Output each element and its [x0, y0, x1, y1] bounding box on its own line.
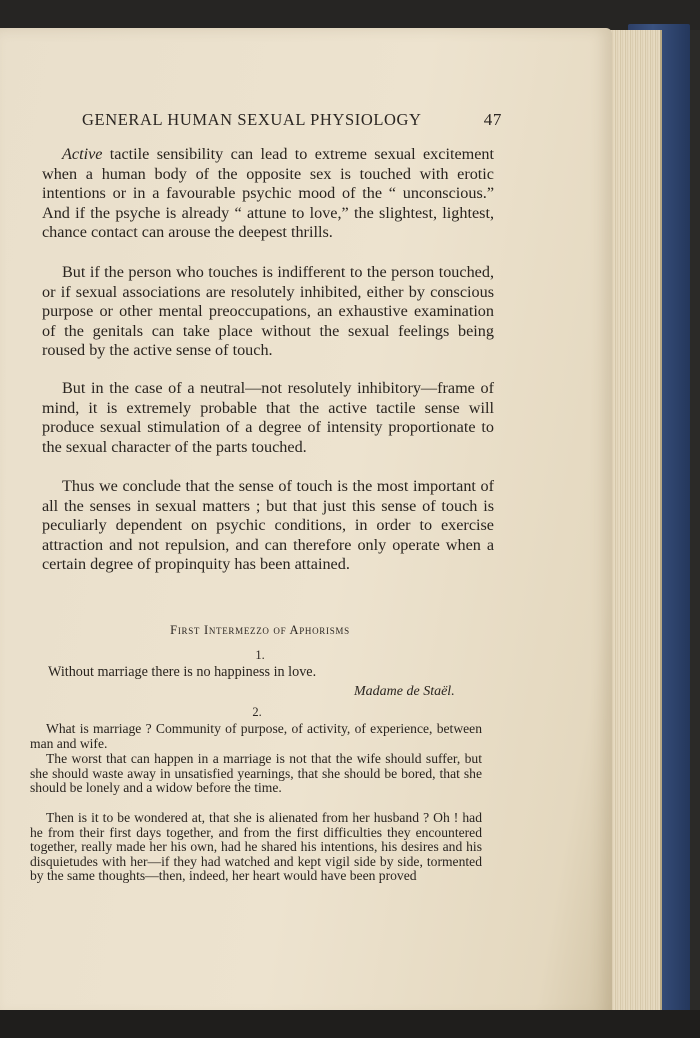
running-title: GENERAL HUMAN SEXUAL PHYSIOLOGY — [82, 110, 422, 129]
page-number: 47 — [483, 110, 502, 129]
aphorism-2-number: 2. — [252, 705, 262, 719]
aphorism-1-text: Without marriage there is no happiness in love. — [48, 664, 317, 680]
aphorism-1-attribution: Madame de Staël. — [354, 684, 455, 699]
aphorism-2-paragraph-3: Then is it to be wondered at, that she is alienated from her husband ? Oh ! had he from their first days together, and from the first difficulties they encountered together, really made her his own, had he shared his intentions, his desires and his disquietudes with her—if they had watched and kept vigil side by side, tormented by the same thoughts—then, indeed, her heart would have been proved — [30, 810, 482, 884]
paragraph-1 — [42, 145, 494, 243]
paragraph-3: But in the case of a neutral—not resolutely inhibitory—frame of mind, it is extremely probable that the active tactile sense will produce sexual stimulation of a degree of intensity proportionate to the sexual character of the parts touched. — [42, 379, 494, 456]
paragraph-1-lead: Active — [62, 145, 103, 163]
aphorism-2-paragraph-1: What is marriage ? Community of purpose, of activity, of experience, between man and wife. — [30, 721, 482, 751]
background-top — [0, 0, 700, 30]
section-heading: First Intermezzo of Aphorisms — [170, 623, 350, 637]
aphorism-2-paragraph-2: The worst that can happen in a marriage is not that the wife should suffer, but she should waste away in unsatisfied yearnings, that she should be bored, that she should be lonely and a widow before the time. — [30, 751, 482, 796]
paragraph-1-text: tactile sensibility can lead to extreme sexual excitement when a human body of the opposite sex is touched with erotic intentions or in a favourable psychic mood of the “ unconscious.” And if the psyche is already “ attune to love,” the slightest, lightest, chance contact can arouse the deepest thrills. — [42, 145, 494, 242]
running-head — [82, 110, 502, 130]
paragraph-2: But if the person who touches is indifferent to the person touched, or if sexual associations are resolutely inhibited, either by conscious purpose or other mental preoccupations, an exhaustive examination of the genitals can take place without the sexual feelings being roused by the active sense of touch. — [42, 263, 494, 360]
background-bottom — [0, 1010, 700, 1038]
aphorism-1-number: 1. — [255, 648, 265, 662]
paragraph-4: Thus we conclude that the sense of touch is the most important of all the senses in sexual matters ; but that just this sense of touch is peculiarly dependent on psychic conditions, in order to exercise attraction and not repulsion, and can therefore only operate when a certain degree of propinquity has been attained. — [42, 477, 494, 574]
